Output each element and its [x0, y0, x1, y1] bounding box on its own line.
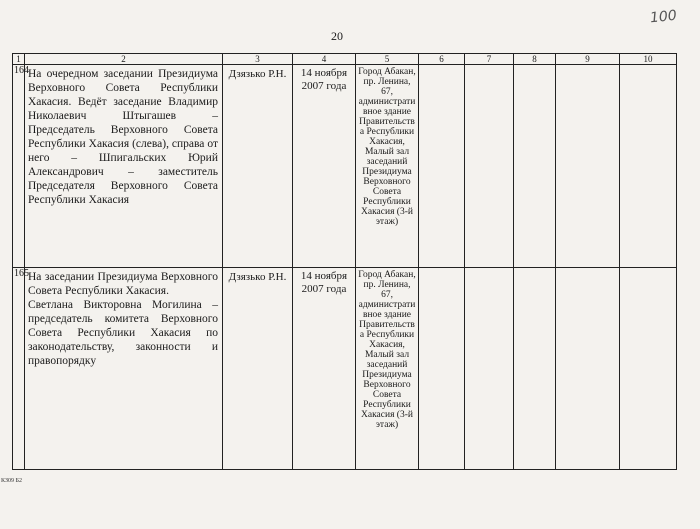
row-author: Дзязько Р.Н.	[223, 268, 293, 470]
empty-cell	[465, 65, 514, 268]
page-number: 20	[331, 29, 343, 43]
row-place: Город Абакан, пр. Ленина, 67, административное здание Правительства Республики Хакасия, Малый зал заседаний Президиума Верховного Совета Республики Хакасия (3-й этаж)	[356, 268, 419, 470]
table-row	[13, 268, 677, 470]
row-number: 165	[13, 268, 25, 470]
column-header: 2	[25, 54, 223, 65]
row-date: 14 ноября 2007 года	[293, 268, 356, 470]
description-paragraph: На заседании Президиума Верховного Совета Республики Хакасия.	[28, 271, 218, 297]
column-header: 3	[223, 54, 293, 65]
empty-cell	[556, 65, 620, 268]
side-label: КЗ09 Б2	[1, 478, 22, 484]
column-header: 10	[620, 54, 677, 65]
description-paragraph: Светлана Викторовна Могилина – председатель комитета Верховного Совета Республики Хакасия по законодательству, законности и правопорядку	[28, 299, 218, 367]
empty-cell	[419, 65, 465, 268]
column-header: 5	[356, 54, 419, 65]
row-description	[25, 268, 223, 470]
empty-cell	[556, 268, 620, 470]
row-number: 164	[13, 65, 25, 268]
row-place: Город Абакан, пр. Ленина, 67, административное здание Правительства Республики Хакасия, Малый зал заседаний Президиума Верховного Совета Республики Хакасия (3-й этаж)	[356, 65, 419, 268]
empty-cell	[465, 268, 514, 470]
table-row	[13, 65, 677, 268]
row-author: Дзязько Р.Н.	[223, 65, 293, 268]
column-header: 7	[465, 54, 514, 65]
column-header: 1	[13, 54, 25, 65]
column-header: 6	[419, 54, 465, 65]
empty-cell	[419, 268, 465, 470]
empty-cell	[514, 65, 556, 268]
row-description	[25, 65, 223, 268]
description-paragraph: На очередном заседании Президиума Верховного Совета Республики Хакасия. Ведёт заседание Владимир Николаевич Штыгашев – Председатель Верховного Совета Республики Хакасия (слева), справа от него – Шпигальских Юрий Александрович – заместитель Председателя Верховного Совета Республики Хакасия	[28, 68, 218, 206]
column-header: 8	[514, 54, 556, 65]
column-header: 4	[293, 54, 356, 65]
row-date: 14 ноября 2007 года	[293, 65, 356, 268]
header-row	[13, 54, 677, 65]
register-table	[12, 53, 677, 470]
column-header: 9	[556, 54, 620, 65]
handwritten-page-number: 100	[649, 7, 678, 27]
empty-cell	[620, 268, 677, 470]
empty-cell	[514, 268, 556, 470]
empty-cell	[620, 65, 677, 268]
